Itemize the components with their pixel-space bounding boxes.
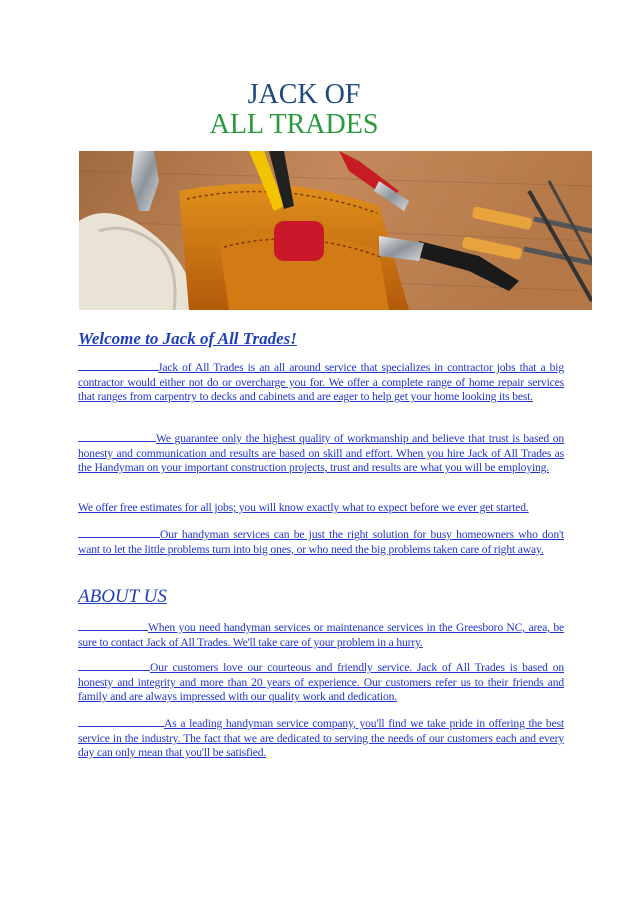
about-heading: ABOUT US bbox=[78, 586, 167, 607]
welcome-paragraph-4: Our handyman services can be just the right solution for busy homeowners who don't want to let the little problems turn into big ones, or who need the big problems taken care of right away. bbox=[78, 528, 564, 556]
welcome-paragraph-3: We offer free estimates for all jobs; you will know exactly what to expect before we ever get started. bbox=[78, 501, 529, 514]
welcome-heading: Welcome to Jack of All Trades! bbox=[78, 329, 297, 348]
welcome-paragraph-1: Jack of All Trades is an all around service that specializes in contractor jobs that a big contractor would either not do or overcharge you for. We offer a complete range of home repair services that ranges from carpentry to decks and cabinets and are eager to help get your home looking its best. bbox=[78, 361, 564, 404]
page-title bbox=[0, 80, 638, 140]
about-paragraph-1: When you need handyman services or maintenance services in the Greesboro NC, area, be sure to contact Jack of All Trades. We'll take care of your problem in a hurry. bbox=[78, 621, 564, 649]
tools-photo bbox=[79, 151, 592, 310]
about-paragraph-3: As a leading handyman service company, you'll find we take pride in offering the best service in the industry. The fact that we are dedicated to serving the needs of our customers each and every day can only mean that you'll be satisfied. bbox=[78, 717, 564, 760]
title-line-1: JACK OF bbox=[247, 79, 361, 110]
title-line-2: ALL TRADES bbox=[209, 109, 379, 140]
about-paragraph-2: Our customers love our courteous and friendly service. Jack of All Trades is based on honesty and integrity and more than 20 years of experience. Our customers refer us to their friends and family and are always impressed with our quality work and dedication. bbox=[78, 661, 564, 704]
welcome-paragraph-2: We guarantee only the highest quality of workmanship and believe that trust is based on honesty and communication and results are based on skill and effort. When you hire Jack of All Trades as the Handyman on your important construction projects, trust and results are what you will be employing. bbox=[78, 432, 564, 475]
